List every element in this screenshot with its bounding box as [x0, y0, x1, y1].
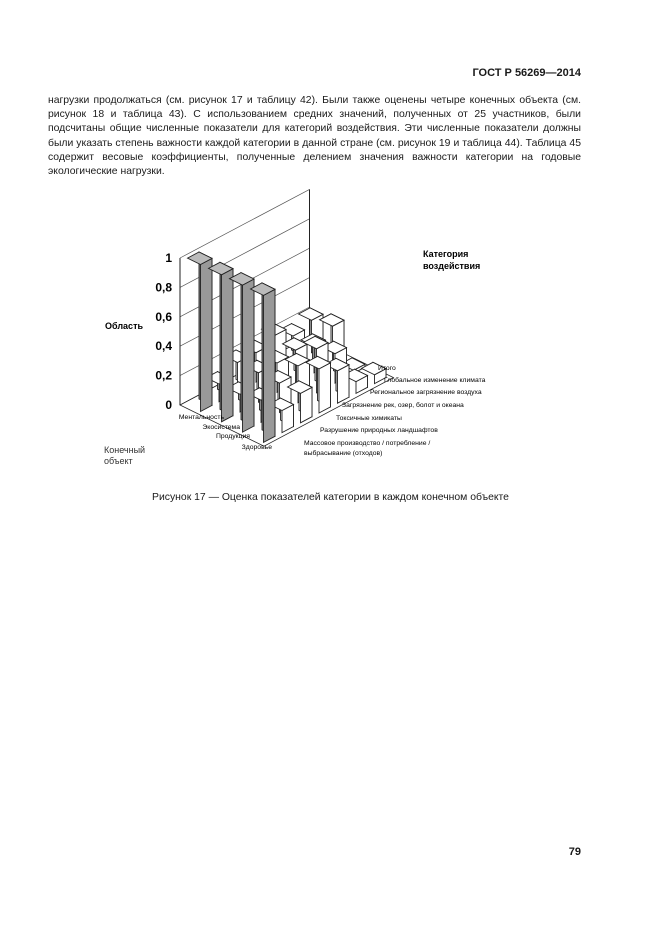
figure-caption: Рисунок 17 — Оценка показателей категории в каждом конечном объекте — [152, 492, 509, 503]
category-label: Региональное загрязнение воздуха — [370, 389, 482, 396]
endpoint-axis-label-line2: объект — [104, 456, 133, 466]
z-axis-ticks — [155, 251, 172, 412]
category-legend-title-line2: воздействия — [423, 261, 481, 271]
endpoint-label: Ментальность — [178, 414, 224, 421]
category-label: Итого — [378, 365, 396, 372]
category-label: Токсичные химикаты — [336, 415, 402, 422]
category-label: Глобальное изменение климата — [384, 377, 486, 384]
category-legend-title-line1: Категория — [423, 249, 469, 259]
category-label: выбрасывание (отходов) — [304, 450, 383, 457]
axis-area-label: Область — [105, 321, 144, 331]
category-label: Загрязнение рек, озер, болот и океана — [342, 402, 464, 409]
z-tick-label: 0,4 — [155, 339, 172, 354]
category-label: Разрушение природных ландшафтов — [320, 427, 438, 434]
document-code: ГОСТ Р 56269—2014 — [472, 67, 581, 79]
z-tick-label: 0,8 — [155, 280, 172, 295]
page-number: 79 — [568, 846, 581, 858]
endpoint-label: Продукция — [215, 433, 250, 440]
bar — [188, 252, 213, 412]
z-tick-label: 1 — [165, 251, 172, 265]
endpoint-axis-label-line1: Конечный — [104, 445, 146, 455]
endpoint-label: Экосистема — [202, 424, 240, 431]
z-tick-label: 0,2 — [155, 368, 172, 383]
category-label: Массовое производство / потребление / — [304, 440, 431, 447]
body-paragraph: нагрузки продолжаться (см. рисунок 17 и таблицу 42). Были также оценены четыре конечных объекта (см. рисунок 18 и таблица 43). С использованием средних значений, полученных от 25 участников, были подсчитаны общие численные показатели для категорий воздействия. Эти численные показатели должны были указать степень важности каждой категории в данной стране (см. рисунок 19 и таблица 44). Таблица 45 содержит весовые коэффициенты, полученные делением значения важности категории на годовые экологические нагрузки. — [48, 95, 581, 178]
z-tick-label: 0,6 — [155, 309, 172, 324]
z-tick-label: 0 — [165, 398, 172, 412]
endpoint-label: Здоровье — [241, 444, 272, 451]
gridline — [180, 189, 310, 258]
